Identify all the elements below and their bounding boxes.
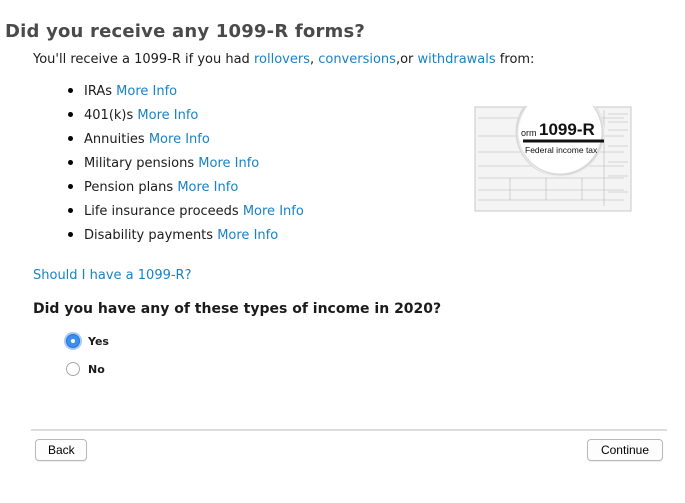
income-type-list [66,82,304,250]
back-button[interactable]: Back [35,439,87,461]
bullet-icon [68,112,73,117]
conversions-link[interactable]: conversions [318,52,396,67]
income-question: Did you have any of these types of income in 2020? [33,301,442,317]
bullet-icon [68,232,73,237]
bullet-icon [68,88,73,93]
bullet-icon [68,208,73,213]
intro-sep1: , [309,52,319,67]
continue-button[interactable]: Continue [587,439,663,461]
should-i-have-1099r-link[interactable]: Should I have a 1099-R? [33,268,192,283]
list-item [66,130,304,154]
item-label: Disability payments [84,228,214,243]
item-label: Annuities [84,132,145,147]
withdrawals-link[interactable]: withdrawals [417,52,496,67]
form-number-text: 1099-R [539,120,595,139]
form-1099r-illustration [474,106,632,212]
list-item [66,82,304,106]
intro-sep2: ,or [395,52,418,67]
item-label: Life insurance proceeds [84,204,239,219]
more-info-link[interactable]: More Info [177,180,239,195]
radio-no-icon[interactable] [66,362,80,376]
bullet-icon [68,136,73,141]
list-item [66,178,304,202]
more-info-link[interactable]: More Info [116,84,178,99]
intro-before: You'll receive a 1099-R if you had [33,52,254,67]
more-info-link[interactable]: More Info [242,204,304,219]
more-info-link[interactable]: More Info [148,132,210,147]
radio-label-no: No [88,362,105,376]
radio-yes-selected-icon[interactable] [66,334,80,348]
item-label: IRAs [84,84,113,99]
more-info-link[interactable]: More Info [198,156,260,171]
form-prefix-text: orm [521,128,537,138]
radio-option-yes[interactable] [66,334,109,348]
list-item [66,106,304,130]
radio-label-yes: Yes [88,334,109,348]
radio-option-no[interactable] [66,362,105,376]
more-info-link[interactable]: More Info [217,228,279,243]
list-item [66,226,304,250]
item-label: Military pensions [84,156,195,171]
item-label: 401(k)s [84,108,134,123]
more-info-link[interactable]: More Info [137,108,199,123]
intro-after: from: [495,52,535,67]
bullet-icon [68,160,73,165]
item-label: Pension plans [84,180,174,195]
list-item [66,202,304,226]
rollovers-link[interactable]: rollovers [253,52,310,67]
form-caption-text: Federal income tax [525,145,598,155]
bullet-icon [68,184,73,189]
list-item [66,154,304,178]
page-title: Did you receive any 1099-R forms? [5,21,366,42]
footer-divider [31,429,667,431]
intro-text [33,52,534,67]
